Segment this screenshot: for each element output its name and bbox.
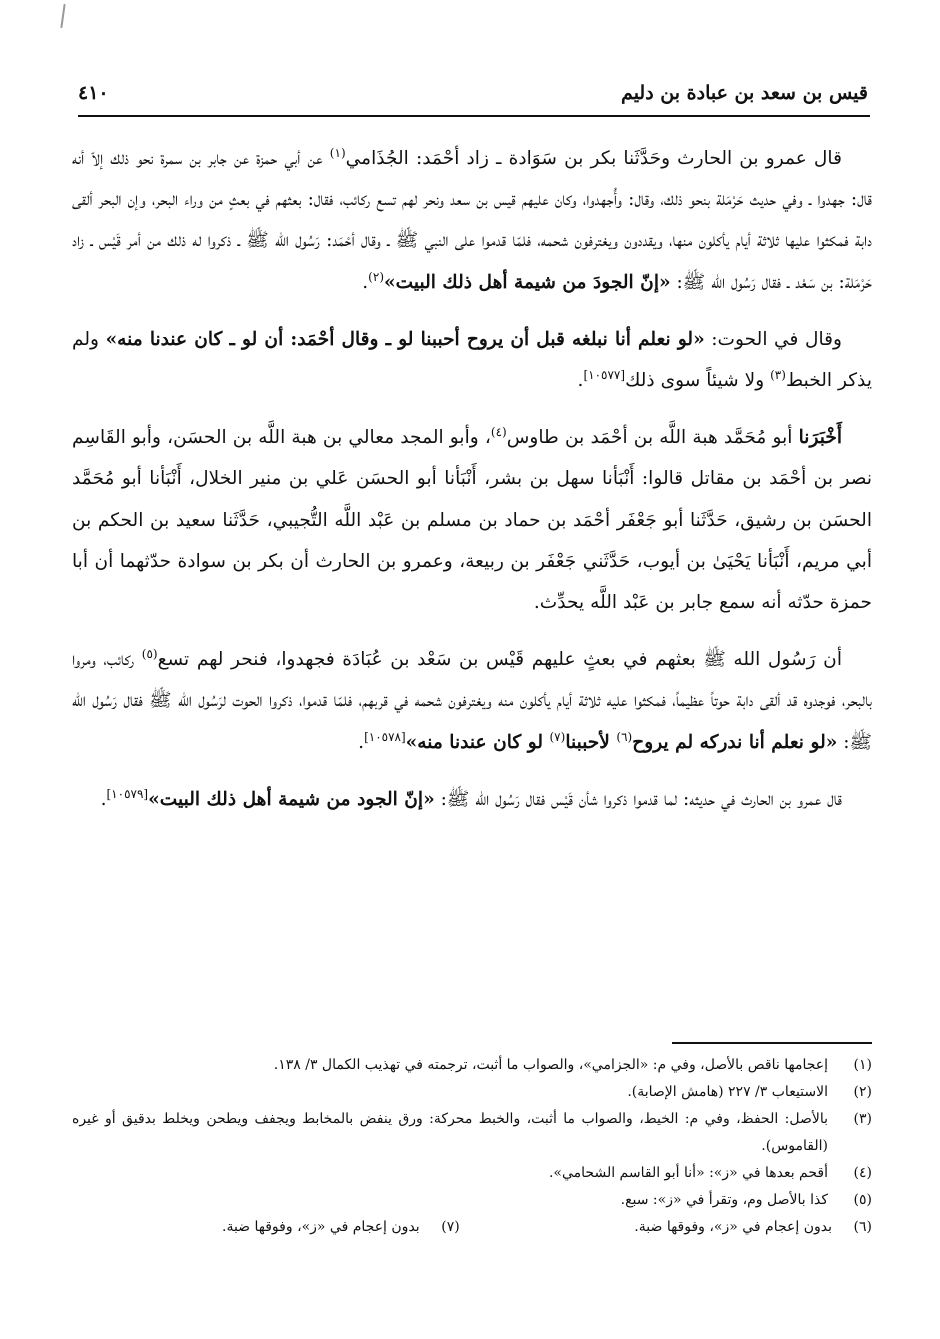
footnote-ref: (٣) [770,367,786,382]
header-rule [78,115,870,117]
bold-quote: «لو نعلم أنا ندركه لم يروح [632,731,838,753]
text-run: قال عمرو بن الحارث في حديثه: لما قدموا ذكروا شأن قَيْس فقال رَسُول الله ﷺ: [434,788,842,810]
footnote-number: (١) [853,1057,872,1073]
paragraph [72,319,872,401]
page-number: ٤١٠ [78,82,109,104]
footnote-number: (٤) [853,1165,872,1181]
text-run: ركائب، ومروا بالبحر، فوجدوه قد ألقى دابة حوتاً عظيماً، فمكثوا عليه ثلاثة أيام يأكلون منه ويغترفون شحمه في قربهم، فلمّا قدموا، ذكروا الحوت لرَسُول الله ﷺ فقال رَسُول الله ﷺ: [72,649,872,753]
footnote-ref: [١٠٥٧٨] [364,729,406,744]
footnote-number: (٦) [853,1219,872,1235]
footnote-3 [72,1106,872,1160]
bold-quote: «لو نعلم أنا نبلغه قبل أن يروح أحببنا لو ـ وقال أحْمَد: أن لو ـ كان عندنا منه» [105,328,705,350]
paragraph [72,138,872,303]
text-run: ولا شيئاً سوى ذلك [625,370,771,392]
footnote-6 [634,1214,872,1241]
footnote-ref: (٢) [368,269,384,284]
footnote-1 [72,1052,872,1079]
paragraph [72,417,872,623]
footnote-ref: (١) [329,145,346,160]
text-run: ولم يذكر الخبط [72,328,872,392]
text-run: قال عمرو بن الحارث وحَدَّثَنا بكر بن سَوَادة ـ زاد أحْمَد: الجُذَامي [345,148,842,169]
footnote-ref: (٤) [490,425,507,440]
text-run: . [362,271,369,293]
text-run: أبو مُحَمَّد هبة اللَّه بن أحْمَد بن طاوس [506,427,799,449]
scan-margin-mark [60,4,65,28]
footnote-number: (٧) [441,1219,460,1235]
footnote-7 [222,1214,460,1241]
footnote-number: (٣) [853,1111,872,1127]
footnote-text: بالأصل: الحفظ، وفي م: الخيط، والصواب ما أثبت، والخبط محركة: ورق ينفض بالمخابط ويجفف ويطحن ويخلط بدقيق أو غيره (القاموس). [72,1111,828,1154]
footnote-text: إعجامها ناقص بالأصل، وفي م: «الجزامي»، والصواب ما أثبت، ترجمته في تهذيب الكمال ٣/ ١٣٨. [273,1057,828,1073]
footnote-text: أقحم بعدها في «ز»: «أنا أبو القاسم الشحامي». [548,1165,828,1181]
text-run: أن رَسُول الله ﷺ بعثهم في بعثٍ عليهم قَيْس بن سَعْد بن عُبَادَة فجهدوا، فنحر لهم تسع [157,649,842,671]
text-run: . [577,370,584,392]
bold-quote: لأحببنا [565,731,617,753]
paragraph [72,779,872,820]
text-run: وقال في الحوت: [704,328,842,350]
paragraph [72,639,872,763]
footnote-text: كذا بالأصل وم، وتقرأ في «ز»: سبع. [620,1192,828,1208]
text-run: . [358,731,365,753]
bold-quote: «إنّ الجودَ من شيمة أهل ذلك البيت» [384,271,671,293]
footnote-pair-row [72,1214,872,1241]
footnote-5 [72,1187,872,1214]
bold-quote: «إنّ الجود من شيمة أهل ذلك البيت» [148,788,435,810]
text-run: ، وأبو المجد معالي بن هبة اللَّه بن الحسَن، وأبو القَاسِم نصر بن أحْمَد بن مقاتل قالوا: أَنْبَأنا سهل بن بشر، أَنْبَأنا أبو الحسَن عَلي بن منير الخلال، أَنْبَأنا أبو مُحَمَّد الحسَن بن رشيق، حَدَّثَنا أبو جَعْفَر أحْمَد بن حماد بن مسلم بن عَبْد اللَّه التُّجيبي، حَدَّثَنا سعيد بن الحكم بن أبي مريم، أَنْبَأنا يَحْيَىٰ بن أيوب، حَدَّثَني جَعْفَر بن ربيعة، وعمرو بن الحارث أن بكر بن سوادة حدّثهما أن أبا حمزة حدّثه أنه سمع جابر بن عَبْد اللَّه يحدِّث. [72,427,872,614]
footnotes [72,1052,872,1241]
bold-quote: أَخْبَرَنا [798,427,842,449]
footnote-4 [72,1160,872,1187]
footnote-number: (٢) [853,1084,872,1100]
footnote-text: بدون إعجام في «ز»، وفوقها ضبة. [222,1219,420,1235]
bold-quote: لو كان عندنا منه» [405,731,550,753]
footnote-number: (٥) [853,1192,872,1208]
running-title: قيس بن سعد بن عبادة بن دليم [621,82,868,104]
text-run: . [100,788,107,810]
footnote-text: بدون إعجام في «ز»، وفوقها ضبة. [634,1219,832,1235]
text-run: عن أبي حمزة عن جابر بن سمرة نحو ذلك إلاّ أنه قال: جهدوا ـ وفي حديث حَرْمَلة بنحو ذلك، وقال: وأُجهدوا، وكان عليهم قيس بن سعد ونحر لهم تسع ركائب، فقال: بعثهم في بعثٍ من وراء البحر، وإن البحر ألقى دابة فمكثوا عليها ثلاثة أيام يأكلون منها، ويقددون ويغترفون شحمه، فلمّا قدموا على النبي ﷺ ـ وقال أحْمَد: رَسُول الله ﷺ ـ ذكروا له ذلك من أمر قَيْس ـ زاد حَرْمَلة: بن سَعْد ـ فقال رَسُول الله ﷺ: [72,148,872,293]
footnote-ref: (٥) [141,647,158,662]
main-text [72,138,872,836]
page-header [78,76,868,110]
footnote-ref: (٧) [549,729,566,744]
footnote-rule [672,1042,872,1044]
footnote-2 [72,1079,872,1106]
footnote-text: الاستيعاب ٣/ ٢٢٧ (هامش الإصابة). [627,1084,828,1100]
footnote-ref: [١٠٥٧٧] [583,367,626,382]
footnote-ref: (٦) [616,729,633,744]
footnote-ref: [١٠٥٧٩] [106,786,149,801]
